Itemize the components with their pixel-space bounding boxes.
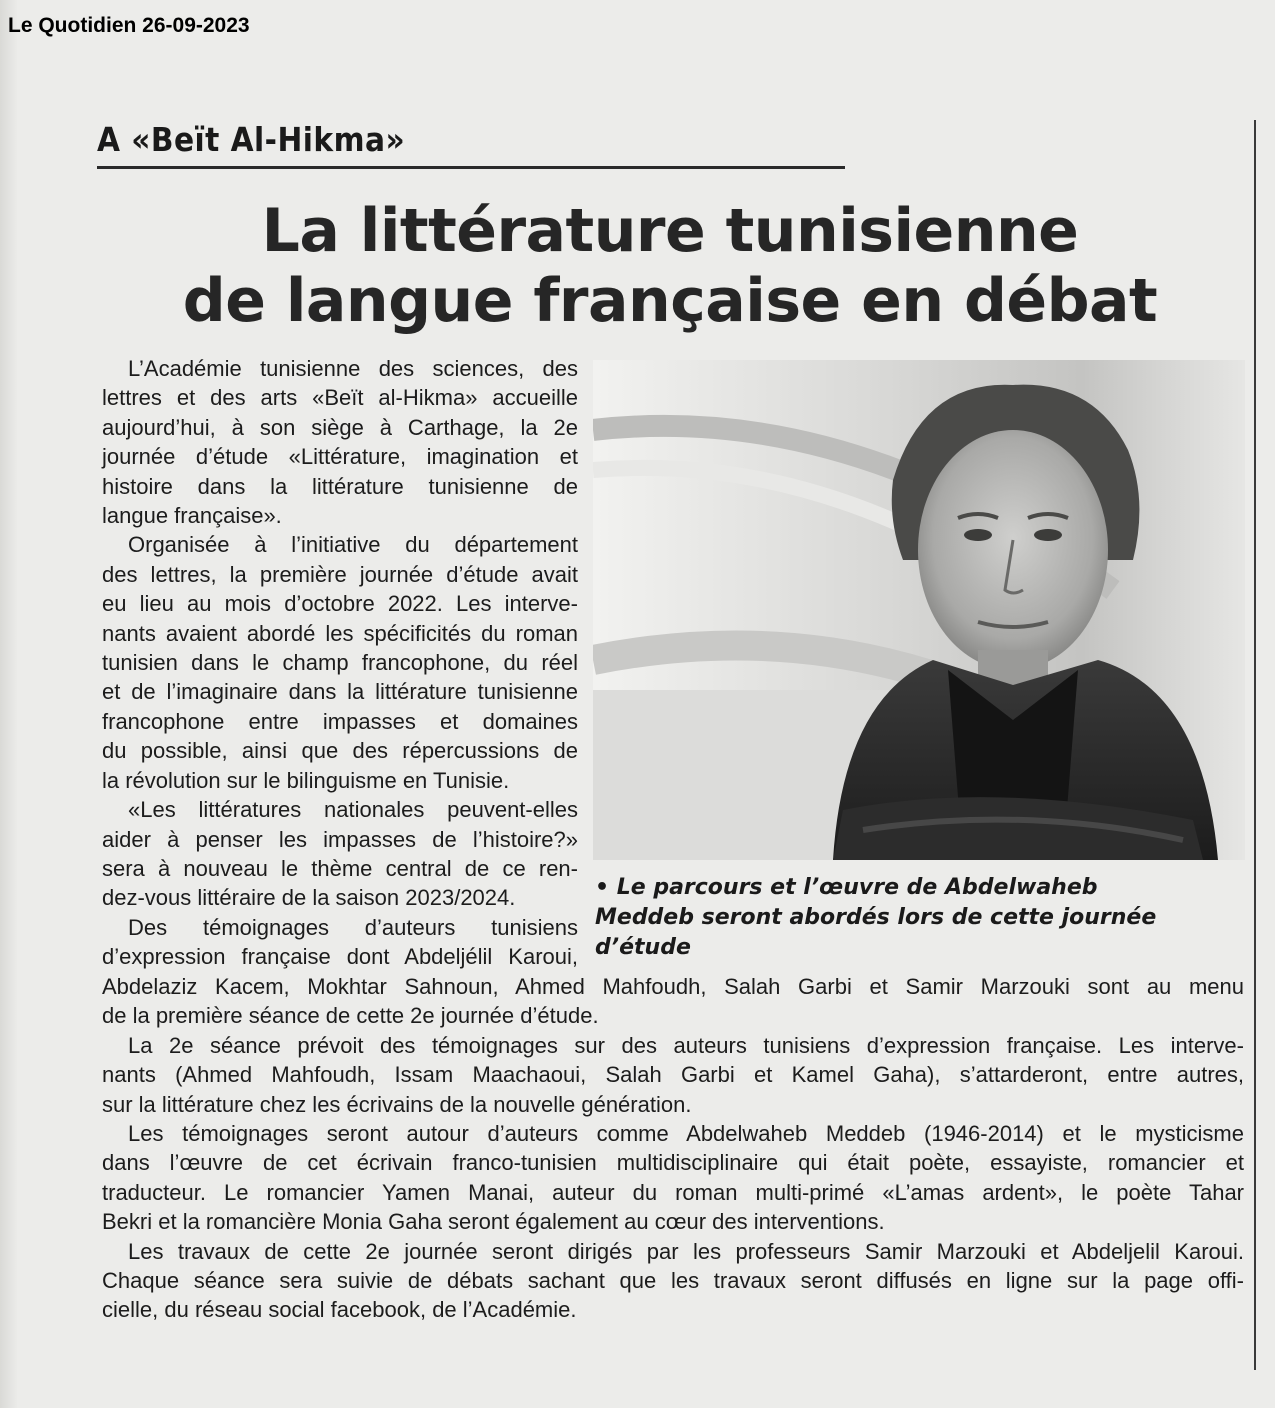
article-kicker: A «Beït Al-Hikma» <box>97 120 406 159</box>
body-line: tunisien dans le champ francophone, du réel <box>102 650 578 676</box>
body-line: la révolution sur le bilinguisme en Tunisie. <box>102 767 510 793</box>
body-line: des lettres, la première journée d’étude avait <box>102 561 578 587</box>
body-line: nants (Ahmed Mahfoudh, Issam Maachaoui, Salah Garbi et Kamel Gaha), s’attarderont, entre autres, <box>102 1062 1244 1088</box>
body-line: lettres et des arts «Beït al-Hikma» accueille <box>102 385 578 411</box>
caption-line-2: Meddeb seront abordés lors de cette journée <box>595 905 1157 930</box>
body-line: histoire dans la littérature tunisienne de <box>102 473 578 499</box>
headline-line-2: de langue française en débat <box>182 266 1158 336</box>
body-line: du possible, ainsi que des répercussions de <box>102 738 578 764</box>
body-line: et de l’imaginaire dans la littérature tunisienne <box>102 679 578 705</box>
kicker-underline <box>97 166 845 169</box>
body-line: francophone entre impasses et domaines <box>102 708 578 734</box>
body-line: langue française». <box>102 503 282 529</box>
body-line: nants avaient abordé les spécificités du roman <box>102 620 578 646</box>
body-line: Les travaux de cette 2e journée seront dirigés par les professeurs Samir Marzouki et Abdeljelil Karoui. <box>128 1238 1244 1264</box>
body-line: sur la littérature chez les écrivains de la nouvelle génération. <box>102 1091 692 1117</box>
body-line: aujourd’hui, à son siège à Carthage, la 2e <box>102 414 578 440</box>
body-line: dez-vous littéraire de la saison 2023/2024. <box>102 885 516 911</box>
article-body-left <box>102 354 578 972</box>
scan-edge <box>0 0 18 1408</box>
body-line: Chaque séance sera suivie de débats sachant que les travaux seront diffusés en ligne sur la page offi- <box>102 1268 1244 1294</box>
body-line: cielle, du réseau social facebook, de l’Académie. <box>102 1297 577 1323</box>
body-line: L’Académie tunisienne des sciences, des <box>128 356 578 381</box>
body-line: aider à penser les impasses de l’histoire?» <box>102 826 578 852</box>
source-label: Le Quotidien 26-09-2023 <box>8 14 250 37</box>
body-line: «Les littératures nationales peuvent-elles <box>128 797 578 823</box>
article-body-full <box>102 972 1244 1325</box>
caption-line-3: d’étude <box>595 935 691 960</box>
photo-caption <box>595 873 1235 963</box>
body-line: traducteur. Le romancier Yamen Manai, auteur du roman multi-primé «L’amas ardent», le poète Tahar <box>102 1179 1244 1205</box>
body-line: La 2e séance prévoit des témoignages sur des auteurs tunisiens d’expression française. Les interve- <box>128 1032 1244 1058</box>
headline-line-1: La littérature tunisienne <box>261 196 1079 266</box>
body-line: Organisée à l’initiative du département <box>128 532 578 558</box>
portrait-photo <box>593 360 1245 860</box>
body-line: eu lieu au mois d’octobre 2022. Les interve- <box>102 591 578 617</box>
body-line: de la première séance de cette 2e journée d’étude. <box>102 1003 599 1029</box>
article-headline <box>100 196 1240 336</box>
column-rule <box>1254 120 1256 1370</box>
body-line: Les témoignages seront autour d’auteurs comme Abdelwaheb Meddeb (1946-2014) et le mysticisme <box>128 1121 1244 1147</box>
body-line: Abdelaziz Kacem, Mokhtar Sahnoun, Ahmed Mahfoudh, Salah Garbi et Samir Marzouki sont au menu <box>102 974 1244 999</box>
caption-line-1: • Le parcours et l’œuvre de Abdelwaheb <box>595 875 1098 900</box>
body-line: d’expression française dont Abdeljélil Karoui, <box>102 944 578 970</box>
body-line: sera à nouveau le thème central de ce ren- <box>102 855 578 881</box>
body-line: journée d’étude «Littérature, imagination et <box>102 444 578 470</box>
body-line: Des témoignages d’auteurs tunisiens <box>128 914 578 940</box>
body-line: Bekri et la romancière Monia Gaha seront également au cœur des interventions. <box>102 1209 885 1235</box>
body-line: dans l’œuvre de cet écrivain franco-tunisien multidisciplinaire qui était poète, essayiste, romancier et <box>102 1150 1244 1176</box>
